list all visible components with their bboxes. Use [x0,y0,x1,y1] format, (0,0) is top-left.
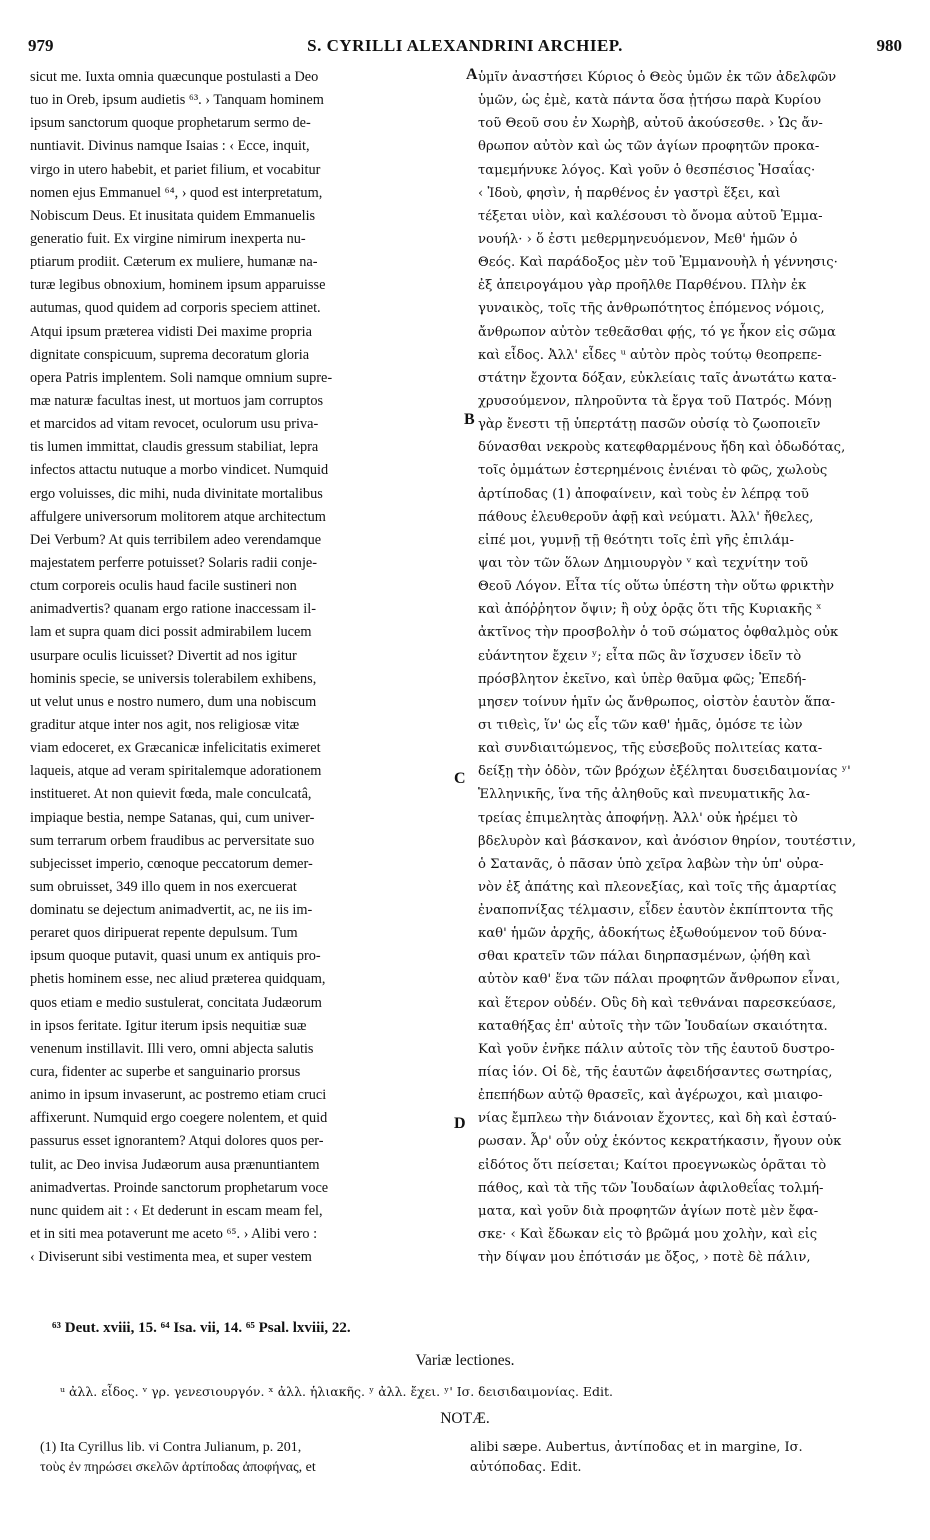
margin-letter-a: A [466,66,478,83]
latin-text-line: lam et supra quam dici possit admirabilem lucem [30,624,312,641]
greek-text-line: δείξῃ τὴν ὁδὸν, τῶν βρόχων ἐξέληται δυσειδαιμονίας ʸ' [478,764,851,780]
latin-text-line: opera Patris implentem. Soli namque omnium supre- [30,369,333,386]
greek-text-line: θρωπον αὐτὸν καὶ ὡς τῶν ἁγίων προφητῶν προκα- [478,139,820,155]
latin-text-line: infectos attactu nutuque a morbo vindicet. Numquid [30,462,329,479]
latin-text-line: Nobiscum Deus. Et inusitata quidem Emmanuelis [30,207,316,224]
greek-text-line: ταμεμήνυκε λόγος. Καὶ γοῦν ὁ θεσπέσιος Ἡσαΐας· [478,162,816,178]
latin-text-line: dignitate conspicuum, suprema decoratum gloria [30,346,310,363]
latin-text-line: animadvertas. Proinde sanctorum prophetarum voce [30,1179,329,1196]
latin-text-line: ctum corporeis oculis haud facile sustineri non [30,578,297,595]
latin-text-line: affixerunt. Numquid ergo coegere nolentem, et quid [30,1110,328,1127]
greek-text-line: καθ' ἡμῶν ἀρχῆς, ἀδοκήτως ἐξωθούμενον τοῦ δύνα- [478,926,827,942]
greek-text-line: σθαι κρατεῖν τῶν πάλαι διηρπασμένων, ᾠήθη καὶ [478,949,811,965]
notae-title: NOTÆ. [440,1410,490,1427]
greek-text-line: ἀκτῖνος τὴν προσβολὴν ὁ τοῦ σώματος ὀφθαλμὸς οὐκ [478,625,839,641]
greek-text-line: καταθήξας ἐπ' αὐτοῖς τὴν τῶν Ἰουδαίων σκαιότητα. [478,1018,828,1034]
greek-text-line: ἀρτίποδας (1) ἀποφαίνειν, καὶ τοὺς ἐν λέπρᾳ τοῦ [478,486,809,502]
greek-text-line: ματα, καὶ γοῦν διὰ προφητῶν ἁγίων ποτὲ μὲν ἔφα- [478,1203,819,1219]
greek-text-line: μησεν τοίνυν ἡμῖν ὡς ἄνθρωπος, οἰστὸν ἑαυτὸν ἅπα- [478,694,836,710]
latin-text-line: venenum instillavit. Illi vero, omni abjecta salutis [30,1040,314,1057]
greek-text-line: σι τιθεὶς, ἵν' ὡς εἷς τῶν καθ' ἡμᾶς, ὁμόσε τε ἰὼν [478,717,803,733]
latin-text-line: ipsum quoque putavit, quasi unum ex antiquis pro- [30,948,321,965]
latin-text-line: Atqui ipsum præterea vidisti Dei maxime propria [30,323,312,340]
latin-text-line: et in siti mea potaverunt me aceto ⁶⁵. › Alibi vero : [30,1226,318,1243]
latin-text-line: cura, fidenter ac superbe et sanguinario prorsus [30,1064,301,1081]
latin-text-line: tis lumen immittat, claudis gressum stabiliat, lepra [30,439,319,456]
latin-text-line: ptiarum prodiit. Cæterum ex muliere, humanæ na- [30,254,318,271]
greek-text-line: σκε· ‹ Καὶ ἔδωκαν εἰς τὸ βρῶμά μου χολὴν, καὶ εἰς [478,1227,818,1243]
greek-text-line: εὐάντητον ἔχειν ʸ; εἶτα πῶς ἂν ἴσχυσεν ἰδεῖν τὸ [478,648,802,664]
greek-text-line: ‹ Ἰδοὺ, φησὶν, ἡ παρθένος ἐν γαστρὶ ἕξει, καὶ [478,185,781,201]
greek-text-line: καὶ ἕτερον οὐδέν. Οὓς δὴ καὶ τεθνάναι παρεσκεύασε, [478,995,837,1011]
latin-text-line: phetis hominem esse, nec aliud præterea quidquam, [30,971,326,988]
greek-text-line: ἐπεπήδων αὐτῷ θρασεῖς, καὶ ἀγέρωχοι, καὶ μιαιφο- [478,1088,823,1104]
greek-text-line: πάθος, καὶ τὰ τῆς τῶν Ἰουδαίων ἀφιλοθεΐας τολμή- [478,1180,824,1196]
note-line: alibi sæpe. Aubertus, ἀντίποδας et in margine, Ισ. [470,1440,803,1455]
latin-text-line: turæ legibus obnoxium, hominem ipsum apparuisse [30,277,326,294]
greek-text-line: ἐναποπνίξας τέλμασιν, εἶδεν ἑαυτὸν ἐκπίπτοντα τῆς [478,903,834,919]
latin-text-line: ‹ Diviserunt sibi vestimenta mea, et super vestem [30,1249,312,1266]
greek-text-line: αὐτὸν καθ' ἕνα τῶν πάλαι προφητῶν ἄνθρωπον εἶναι, [478,972,841,988]
latin-text-line: impiaque bestia, nempe Satanas, qui, cum univer- [30,809,315,826]
latin-text-line: ergo voluisses, dic mihi, nuda divinitate mortalibus [30,485,323,502]
note-line: τοὺς ἐν πηρώσει σκελῶν ἀρτίποδας ἀποφήνας, et [40,1460,316,1475]
note-line: αὐτόποδας. Edit. [470,1460,582,1475]
notes-right [470,1438,890,1478]
greek-text-line: ρωσαν. Ἆρ' οὖν οὐχ ἑκόντος κεκρατήκασιν, ἤγουν οὐκ [478,1134,842,1150]
greek-text-line: εἰπέ μοι, γυμνῇ τῇ θεότητι τοῖς ἐπὶ γῆς ἐπιλάμ- [478,532,794,548]
latin-text-line: dominatu se dejectum animadvertit, ac, ne iis im- [30,902,313,919]
greek-text-line: Καὶ γοῦν ἐνῆκε πάλιν αὐτοῖς τὸν τῆς ἑαυτοῦ δυστρο- [478,1041,835,1057]
greek-text-line: καὶ συνδιαιτώμενος, τῆς εὐσεβοῦς πολιτείας κατα- [478,741,823,757]
variae-lectiones-title: Variæ lectiones. [415,1352,515,1369]
latin-text-line: peraret quos diripuerat repente depulsum. Tum [30,925,298,942]
latin-text-line: laqueis, atque ad veram spiritalemque adorationem [30,763,322,780]
margin-letter-d: D [454,1115,466,1132]
greek-text-line: ὁ Σατανᾶς, ὁ πᾶσαν ὑπὸ χεῖρα λαβὼν τὴν ὑπ' οὐρα- [478,856,824,872]
variae-lectiones-line: ᵘ ἀλλ. εἶδος. ᵛ γρ. γενεσιουργόν. ˣ ἀλλ. ἡλιακῆς. ʸ ἀλλ. ἔχει. ʸ' Ισ. δεισιδαιμονίας. Edit. [60,1384,614,1399]
greek-text-line: τέξεται υἱὸν, καὶ καλέσουσι τὸ ὄνομα αὐτοῦ Ἐμμα- [478,208,823,224]
latin-text-line: sicut me. Iuxta omnia quæcunque postulasti a Deo [30,69,319,85]
greek-text-line: νουήλ· › ὅ ἐστι μεθερμηνευόμενον, Μεθ' ἡμῶν ὁ [478,231,798,247]
latin-text-line: tulit, ac Deo invisa Judæorum ausa prænuntiantem [30,1156,320,1173]
latin-text-line: institueret. At non quievit fœda, male conculcatâ, [30,786,312,803]
latin-text-line: majestatem perferre potuisset? Solaris radii conje- [30,554,318,571]
latin-column [30,66,462,1266]
latin-text-line: quos etiam e medio sustulerat, concitata Judæorum [30,994,322,1011]
greek-text-line: γὰρ ἔνεστι τῇ ὑπερτάτῃ πασῶν οὐσίᾳ τὸ ζωοποιεῖν [478,417,821,433]
greek-text-line: ὑμῶν, ὡς ἐμὲ, κατὰ πάντα ὅσα ᾐτήσω παρὰ Κυρίου [478,93,821,109]
greek-text-line: εἰδότος ὅτι πείσεται; Καίτοι προεγνωκὼς ὁρᾶται τὸ [478,1157,827,1173]
latin-text-line: ipsum sanctorum quoque prophetarum sermo de- [30,115,311,132]
notes-left [40,1438,460,1478]
latin-text-line: tuo in Oreb, ipsum audietis ⁶³. › Tanquam hominem [30,92,324,109]
latin-text-line: animadvertis? quanam ergo ratione inaccessam il- [30,601,316,618]
greek-text-line: δύνασθαι νεκροὺς κατεφθαρμένους ἤδη καὶ ὀδωδότας, [478,440,846,456]
greek-text-line: πρόσβλητον ἐκεῖνο, καὶ ὑπὲρ θαῦμα φῶς; Ἐπεδή- [478,671,807,687]
latin-text-line: hominis specie, se universis tolerabilem exhibens, [30,670,317,687]
greek-text-line: νὸν ἐξ ἀπάτης καὶ πλεονεξίας, καὶ τοῖς τῆς ἁμαρτίας [478,879,837,895]
greek-text-line: γυναικὸς, τοῖς τῆς ἀνθρωπότητος ἑπόμενος νόμοις, [478,301,825,317]
latin-text-line: usurpare oculis licuisset? Divertit ad nos igitur [30,647,297,664]
latin-text-line: sum obruisset, 349 illo quem in nos exercuerat [30,878,297,895]
latin-text-line: nomen ejus Emmanuel ⁶⁴, › quod est interpretatum, [30,184,323,201]
latin-text-line: generatio fuit. Ex virgine nimirum inexperta nu- [30,230,306,247]
greek-text-line: ὑμῖν ἀναστήσει Κύριος ὁ Θεὸς ὑμῶν ἐκ τῶν ἀδελφῶν [478,70,837,85]
greek-text-line: τοῖς ὀμμάτων ἐστερημένοις ἐνιέναι τὸ φῶς, χωλοὺς [478,463,828,479]
greek-text-line: Θεοῦ Λόγον. Εἶτα τίς οὕτω ὑπέστη τὴν οὕτω φρικτὴν [478,579,835,595]
scripture-references: ⁶³ Deut. xviii, 15. ⁶⁴ Isa. vii, 14. ⁶⁵ Psal. lxviii, 22. [52,1320,351,1336]
greek-column [478,66,898,1266]
page-number-left: 979 [28,36,54,55]
latin-text-line: affulgere universorum molitorem atque architectum [30,508,326,525]
latin-text-line: nunc quidem ait : ‹ Et dederunt in escam meam fel, [30,1202,323,1219]
latin-text-line: mæ naturæ facultas inest, ut mortuos jam corruptos [30,392,324,409]
greek-text-line: καὶ ἀπόῤῥητον ὄψιν; ἢ οὐχ ὁρᾷς ὅτι τῆς Κυριακῆς ˣ [478,602,822,618]
latin-text-line: et marcidos ad vitam revocet, oculorum usu priva- [30,416,319,433]
latin-text-line: autumas, quod quidem ad corporis speciem attinet. [30,300,321,317]
greek-text-line: ἄνθρωπον αὐτὸν τεθεᾶσθαι φῄς, τό γε ἧκον εἰς σῶμα [478,324,836,340]
note-line: (1) Ita Cyrillus lib. vi Contra Julianum, p. 201, [40,1440,302,1455]
latin-text-line: passurus esset ignorantem? Atqui dolores quos per- [30,1133,324,1150]
latin-text-line: Dei Verbum? At quis terribilem adeo verendamque [30,531,322,548]
greek-text-line: χρυσούμενον, πληροῦντα τὰ ἔργα τοῦ Πατρός. Μόνῃ [478,393,832,409]
latin-text-line: sum terrarum orbem fraudibus ac perversitate suo [30,832,315,849]
greek-text-line: ἐξ ἀπειρογάμου γὰρ προῆλθε Παρθένου. Πλὴν ἐκ [478,278,807,294]
greek-text-line: καὶ εἶδος. Ἀλλ' εἶδες ᵘ αὐτὸν πρὸς τούτῳ θεοπρεπε- [478,347,822,363]
latin-text-line: graditur atque inter nos agit, nos religiosæ vitæ [30,716,300,733]
running-title: S. CYRILLI ALEXANDRINI ARCHIEP. [307,36,623,55]
greek-text-line: στάτην ἔχοντα δόξαν, εὐκλείαις ταῖς ἀνωτάτω κατα- [478,370,837,386]
greek-text-line: τοῦ Θεοῦ σου ἐν Χωρὴβ, αὐτοῦ ἀκούσεσθε. › Ὡς ἄν- [478,116,823,132]
greek-text-line: πίας ἰόν. Οἱ δὲ, τῆς ἑαυτῶν ἀφειδήσαντες σωτηρίας, [478,1065,833,1081]
latin-text-line: animo in ipsum invaserunt, ac postremo etiam cruci [30,1087,327,1104]
latin-text-line: virgo in utero habebit, et pariet filium, et vocabitur [30,161,321,178]
greek-text-line: πάθους ἐλευθεροῦν ἁφῇ καὶ νεύματι. Ἀλλ' ἤθελες, [478,509,814,525]
greek-text-line: βδελυρὸν καὶ βάσκανον, καὶ ἀνόσιον θηρίον, τουτέστιν, [478,833,857,849]
greek-text-line: τὴν δίψαν μου ἐπότισάν με ὄξος, › ποτὲ δὲ πάλιν, [478,1250,811,1266]
latin-text-line: in ipsos feritate. Igitur iterum ipsis nequitiæ suæ [30,1017,307,1034]
greek-text-line: Θεός. Καὶ παράδοξος μὲν τοῦ Ἐμμανουὴλ ἡ γέννησις· [478,255,838,271]
greek-text-line: Ἑλληνικῆς, ἵνα τῆς ἀληθοῦς καὶ πνευματικῆς λα- [478,787,810,803]
margin-letter-c: C [454,770,466,787]
latin-text-line: subjecisset imperio, cœnoque peccatorum demer- [30,855,313,872]
latin-text-line: viam edoceret, ex Græcanicæ infelicitatis eximeret [30,740,321,757]
greek-text-line: τρείας ἐπιμελητὰς ἀποφήνῃ. Ἀλλ' οὐκ ἠρέμει τὸ [478,810,798,826]
running-header [28,36,902,60]
latin-text-line: nuntiavit. Divinus namque Isaias : ‹ Ecce, inquit, [30,138,310,155]
margin-letter-b: B [464,411,475,428]
greek-text-line: νίας ἔμπλεω τὴν διάνοιαν ἔχοντες, καὶ δὴ καὶ ἐσταύ- [478,1111,837,1127]
page-number-right: 980 [876,36,902,55]
latin-text-line: ut velut unus e nostro numero, dum una nobiscum [30,693,317,710]
greek-text-line: ψαι τὸν τῶν ὅλων Δημιουργὸν ᵛ καὶ τεχνίτην τοῦ [478,555,809,571]
